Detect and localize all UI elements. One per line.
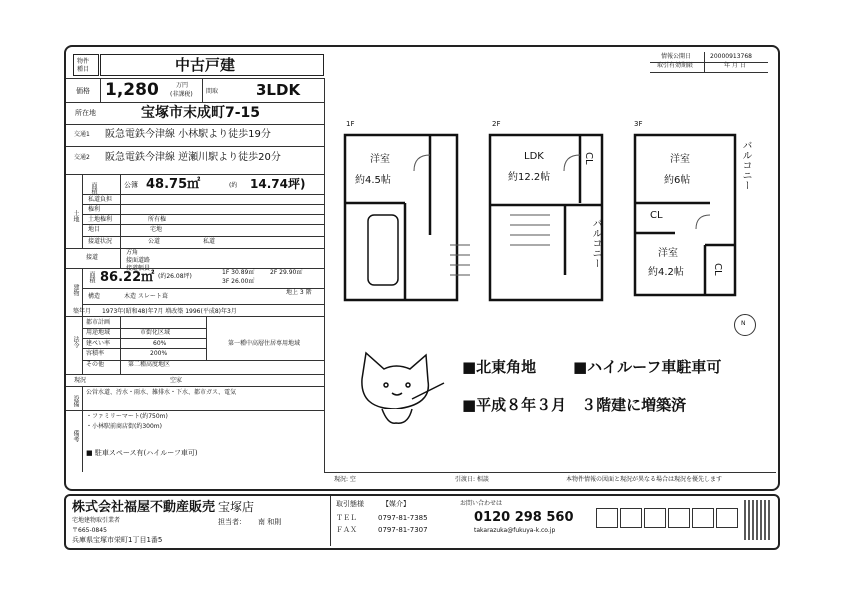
broker-email[interactable]: takarazuka@fukuya-k.co.jp	[474, 527, 556, 534]
free-label: お問い合わせは	[460, 500, 503, 507]
f1-room-size: 約4.5帖	[355, 175, 391, 186]
cat-mascot	[352, 349, 452, 429]
f3-room-label: 洋室	[670, 154, 690, 165]
land-row-1: 私道負担	[88, 196, 113, 203]
f3-balcony: バルコニー	[740, 140, 751, 190]
floor-area-3: 3F 26.00㎡	[222, 278, 255, 285]
north-label: N	[741, 320, 746, 327]
broker-tel-label: ＴＥＬ	[336, 514, 357, 522]
f2-room-label: LDK	[524, 151, 544, 162]
price-label: 価格	[76, 87, 90, 95]
qr-code-icon	[744, 500, 770, 540]
highlight-1: ■北東角地	[462, 358, 537, 376]
legal-section-label: 法令	[72, 336, 79, 348]
parking-note: ■ 駐車スペース有(ハイルーフ車可)	[86, 449, 198, 457]
staff-label: 担当者：	[218, 518, 246, 526]
north-arrow	[734, 314, 756, 336]
f3-closet2: CL	[712, 263, 723, 276]
stamp-box-5	[692, 508, 714, 528]
floor-area-1: 1F 30.89㎡	[222, 269, 255, 276]
page-title: 中古戸建	[175, 56, 236, 74]
land-row-6: 接道状況	[88, 238, 113, 245]
company-branch: 宝塚店	[218, 500, 255, 514]
f3-room2-size: 約4.2帖	[648, 267, 684, 278]
info-left: 現況: 空	[334, 476, 356, 483]
broker-tel: 0797-81-7385	[378, 514, 428, 522]
ref-date: 年 月 日	[724, 62, 746, 69]
stamp-box-3	[644, 508, 666, 528]
broker-type-label: 取引態様	[336, 500, 364, 508]
free-dial[interactable]: 0120 298 560	[474, 510, 574, 525]
f3-closet: CL	[650, 210, 663, 221]
stamp-box-1	[596, 508, 618, 528]
broker-type: 【媒介】	[382, 500, 410, 508]
stamp-box-4	[668, 508, 690, 528]
stamp-box-6	[716, 508, 738, 528]
ref-number: 20000913768	[710, 53, 752, 60]
floor-3-label: 3F	[634, 120, 643, 128]
building-area-tsubo: (約26.08坪)	[158, 273, 192, 280]
f3-room-size: 約6帖	[664, 175, 691, 186]
structure-label: 構造	[88, 293, 101, 300]
broker-fax-label: ＦＡＸ	[336, 526, 357, 534]
layout-value: 3LDK	[256, 81, 301, 99]
remarks-label: 備考	[72, 430, 79, 442]
utilities-label: 設備	[72, 395, 79, 407]
legal-row-1: 都市計画	[86, 319, 111, 326]
layout-label: 間取	[206, 88, 219, 95]
price-unit: 万円	[176, 82, 189, 89]
building-area-label: 面積	[88, 271, 95, 283]
land-area-tsubo: 14.74坪)	[250, 177, 306, 191]
road-row-2: 接面道路	[126, 257, 151, 264]
traffic-1-label: 交通1	[74, 131, 90, 138]
land-row-4: 地目	[88, 226, 101, 233]
land-ownership: 所有権	[148, 216, 167, 223]
land-chimoku: 宅地	[150, 226, 163, 233]
ref-label-2: 取引有効期限	[657, 62, 694, 69]
f2-closet: CL	[583, 152, 594, 165]
traffic-2-label: 交通2	[74, 154, 90, 161]
traffic-2-value: 阪急電鉄今津線 逆瀬川駅より徒歩20分	[105, 152, 281, 163]
staff-name: 南 和則	[258, 518, 282, 526]
legal-far: 200%	[150, 350, 168, 357]
ref-label-1: 情報公開日	[661, 53, 692, 60]
property-type-badge	[73, 54, 99, 76]
building-section-label: 建物	[72, 284, 79, 296]
company-license: 宅地建物取引業者	[72, 517, 121, 524]
company-address: 兵庫県宝塚市栄町1丁目1番5	[72, 536, 163, 544]
land-area-label: 面積	[90, 182, 97, 194]
f2-balcony: バルコニー	[590, 218, 601, 268]
status-value: 空家	[170, 377, 183, 384]
legal-zone: 第一種中高層住居専用地域	[228, 340, 301, 347]
title-box	[100, 54, 324, 76]
price-value: 1,280	[105, 80, 159, 100]
company-name: 株式会社福屋不動産販売	[72, 500, 216, 515]
stamp-box-2	[620, 508, 642, 528]
info-middle: 引渡日: 相談	[455, 476, 489, 483]
land-area-tsubo-prefix: (約	[229, 182, 238, 189]
highlight-3: ■平成８年３月 ３階建に増築済	[462, 396, 687, 414]
road-row-3: 接道幅員	[126, 265, 151, 272]
legal-row-2: 用途地域	[86, 329, 111, 336]
f2-room-size: 約12.2帖	[508, 172, 551, 183]
utilities-value: 公営水道、汚水・雨水、雑排水・下水、都市ガス、電気	[86, 389, 237, 396]
remarks-line-1: ・ファミリーマート(約750m)	[86, 413, 168, 420]
status-label: 現況	[74, 377, 87, 384]
floor-2-label: 2F	[492, 120, 501, 128]
legal-row-4: 容積率	[86, 350, 105, 357]
built-label: 築年月	[73, 308, 92, 315]
floors-value: 地上 3 階	[286, 289, 312, 296]
land-row-3: 土地権利	[88, 216, 113, 223]
address-label: 所在地	[75, 109, 96, 117]
floor-plans	[330, 115, 770, 325]
land-setsudo2: 私道	[203, 238, 216, 245]
legal-city-plan: 市街化区域	[140, 329, 171, 336]
land-section-label: 土地	[72, 210, 79, 222]
legal-row-3: 建ぺい率	[86, 340, 111, 347]
company-postal: 〒665-0845	[72, 527, 107, 534]
legal-zone2: 第二種高度地区	[128, 361, 171, 368]
remarks-line-2: ・小林駅前商店街(約300m)	[86, 423, 162, 430]
info-right: 本物件情報の図面と現況が異なる場合は現況を優先します	[566, 476, 723, 483]
floor-1-label: 1F	[346, 120, 355, 128]
floor-area-2: 2F 29.90㎡	[270, 269, 303, 276]
f1-room-label: 洋室	[370, 154, 390, 165]
address-value: 宝塚市末成町7-15	[141, 105, 261, 121]
badge-text: 物件 種目	[77, 58, 90, 73]
road-row-1: 方角	[126, 249, 139, 256]
building-area-m2: 86.22㎡	[100, 270, 155, 285]
legal-coverage: 60%	[153, 340, 167, 347]
land-area-m2: 48.75㎡	[146, 177, 201, 192]
highlight-2: ■ハイルーフ車駐車可	[573, 358, 722, 376]
traffic-1-value: 阪急電鉄今津線 小林駅より徒歩19分	[105, 129, 271, 140]
price-tax: (非課税)	[170, 91, 193, 98]
built-value: 1973年(昭和48)年7月 増改築 1996(平成8)年3月	[102, 308, 237, 315]
broker-fax: 0797-81-7307	[378, 526, 428, 534]
land-area-type: 公簿	[124, 181, 138, 189]
land-row-2: 権利	[88, 206, 101, 213]
structure-value: 木造 スレート葺	[124, 293, 168, 300]
land-setsudo: 公道	[148, 238, 161, 245]
legal-row-5: その他	[86, 361, 105, 368]
land-row-7: 接道	[86, 254, 99, 261]
f3-room2-label: 洋室	[658, 248, 678, 259]
